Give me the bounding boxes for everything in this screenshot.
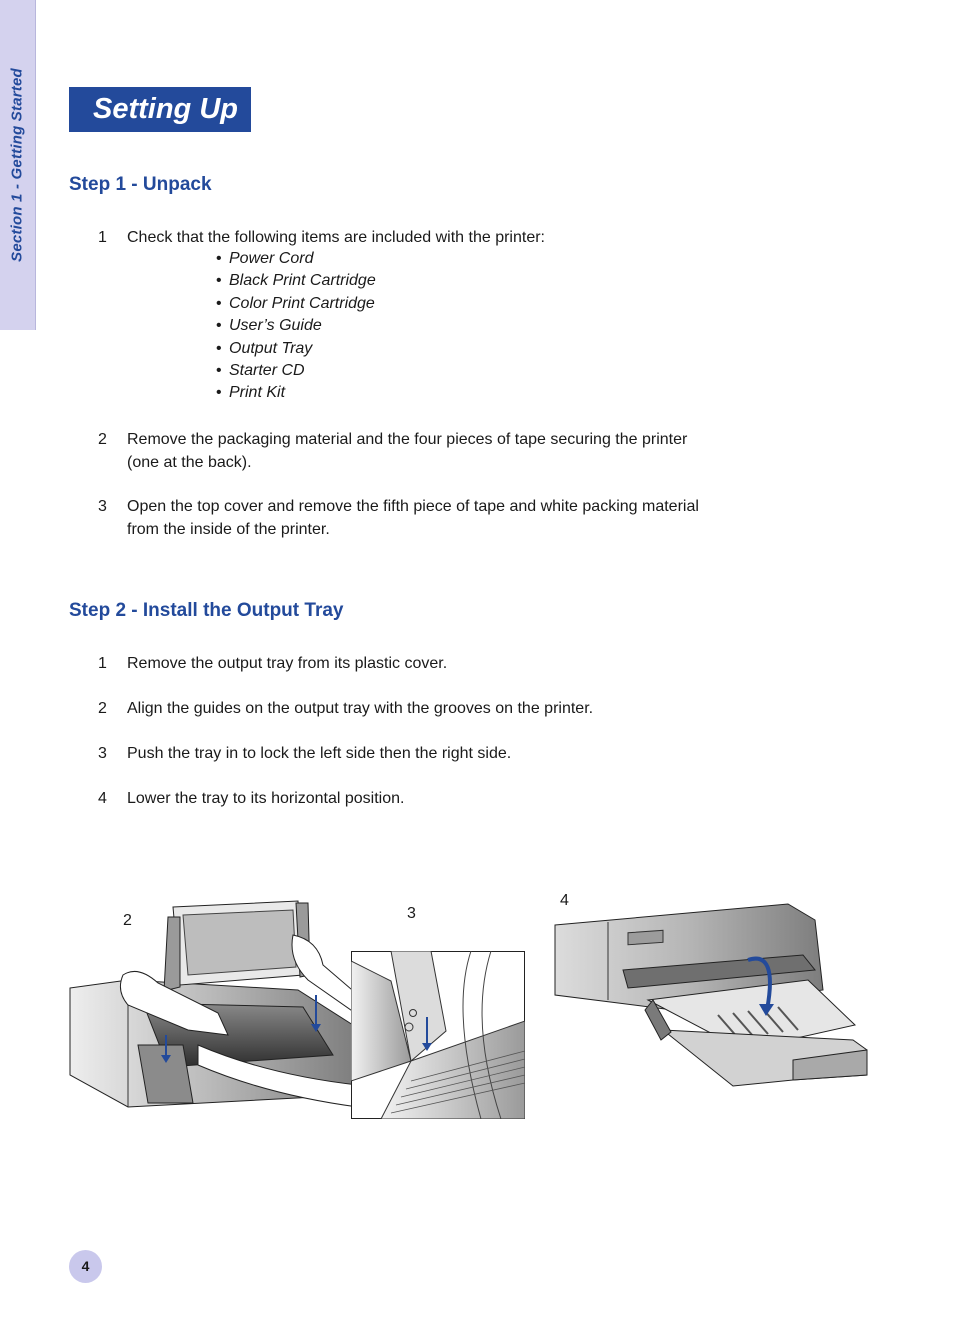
item-number: 3 bbox=[98, 745, 107, 762]
illustration-align-tray bbox=[68, 895, 358, 1110]
list-item: • Power Cord bbox=[216, 250, 314, 267]
figure-label-4: 4 bbox=[560, 892, 569, 909]
included-items-list bbox=[216, 248, 376, 405]
step2-heading: Step 2 - Install the Output Tray bbox=[69, 600, 344, 621]
item-text: Open the top cover and remove the fifth piece of tape and white packing material from the inside of the printer. bbox=[127, 498, 699, 538]
page-title: Setting Up bbox=[69, 87, 251, 132]
step1-item-1 bbox=[98, 226, 718, 249]
step2-item-3 bbox=[98, 742, 718, 765]
figure-label-3: 3 bbox=[407, 905, 416, 922]
section-tab-label: Section 1 - Getting Started bbox=[8, 68, 26, 262]
item-text: Remove the packaging material and the four pieces of tape securing the printer (one at the back). bbox=[127, 431, 688, 471]
section-side-tab bbox=[0, 0, 36, 330]
list-item: • Output Tray bbox=[216, 339, 313, 357]
list-item: • Black Print Cartridge bbox=[216, 272, 376, 290]
illustration-lock-tray-closeup bbox=[351, 951, 525, 1119]
step1-heading: Step 1 - Unpack bbox=[69, 174, 212, 195]
figure-label-2: 2 bbox=[123, 912, 132, 929]
step2-item-1 bbox=[98, 652, 718, 675]
item-number: 2 bbox=[98, 431, 107, 448]
list-item: • Starter CD bbox=[216, 362, 305, 380]
step1-item-3 bbox=[98, 495, 713, 541]
list-item: • Print Kit bbox=[216, 384, 286, 402]
item-number: 2 bbox=[98, 700, 107, 717]
item-text: Lower the tray to its horizontal position. bbox=[127, 790, 405, 807]
item-text: Check that the following items are included with the printer: bbox=[127, 229, 545, 246]
item-number: 3 bbox=[98, 498, 107, 515]
list-item: • Color Print Cartridge bbox=[216, 294, 375, 312]
item-text: Align the guides on the output tray with the grooves on the printer. bbox=[127, 700, 594, 717]
item-number: 1 bbox=[98, 655, 107, 672]
list-item: • User’s Guide bbox=[216, 317, 322, 335]
step2-item-4 bbox=[98, 787, 718, 810]
step2-item-2 bbox=[98, 697, 718, 720]
step1-item-2 bbox=[98, 428, 698, 474]
page-number-badge: 4 bbox=[69, 1250, 102, 1283]
item-text: Push the tray in to lock the left side then the right side. bbox=[127, 745, 512, 762]
illustration-lower-tray bbox=[553, 900, 869, 1096]
item-number: 4 bbox=[98, 790, 107, 807]
item-number: 1 bbox=[98, 229, 107, 246]
item-text: Remove the output tray from its plastic cover. bbox=[127, 655, 448, 672]
